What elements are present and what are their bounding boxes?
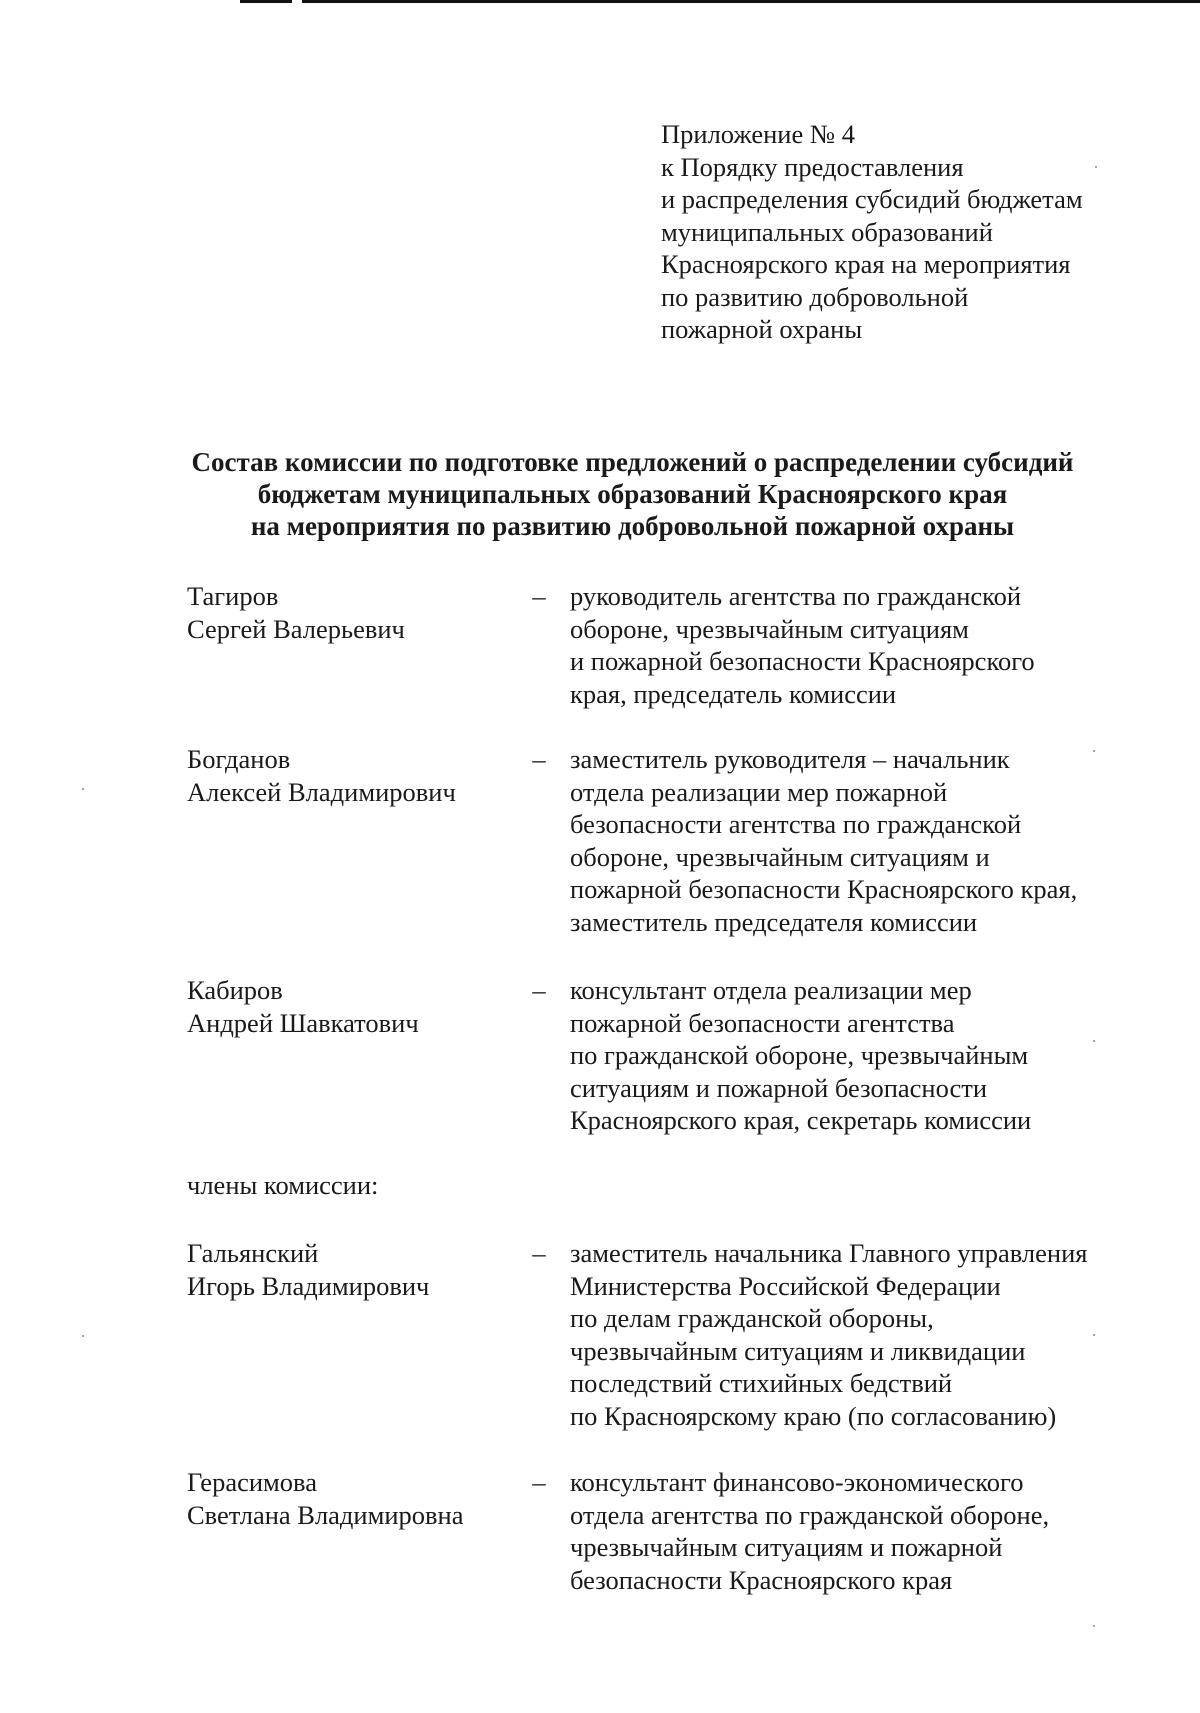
member-given-names: Игорь Владимирович	[187, 1270, 430, 1301]
member-role	[570, 974, 1190, 1137]
member-dash: –	[532, 1238, 546, 1268]
role-line: края, председатель комиссии	[570, 678, 897, 709]
member-surname: Герасимова	[187, 1467, 317, 1497]
appendix-line: к Порядку предоставления	[661, 151, 964, 182]
member-name	[187, 974, 507, 1039]
appendix-line: муниципальных образований	[661, 216, 993, 247]
role-line: Красноярского края, секретарь комиссии	[570, 1105, 1032, 1136]
member-name	[187, 580, 507, 645]
scan-speck	[82, 1335, 84, 1337]
appendix-line: и распределения субсидий бюджетам	[661, 184, 1083, 214]
member-given-names: Алексей Владимирович	[187, 776, 456, 807]
role-line: безопасности агентства по гражданской	[570, 809, 1022, 840]
appendix-line: Красноярского края на мероприятия	[661, 249, 1071, 279]
member-name	[187, 1237, 507, 1302]
role-line: пожарной безопасности Красноярского края,	[570, 874, 1078, 905]
role-line: заместитель председателя комиссии	[570, 906, 978, 937]
role-line: отдела реализации мер пожарной	[570, 776, 948, 807]
member-surname: Гальянский	[187, 1238, 319, 1268]
member-dash: –	[532, 1467, 546, 1497]
member-surname: Богданов	[187, 744, 291, 774]
role-line: по гражданской обороне, чрезвычайным	[570, 1040, 1029, 1071]
role-line: консультант отдела реализации мер	[570, 975, 972, 1005]
role-line: руководитель агентства по гражданской	[570, 581, 1022, 611]
role-line: обороне, чрезвычайным ситуациям	[570, 613, 969, 644]
role-line: отдела агентства по гражданской обороне,	[570, 1499, 1050, 1530]
role-line: заместитель начальника Главного управления	[570, 1238, 1088, 1268]
member-given-names: Андрей Шавкатович	[187, 1007, 419, 1038]
role-line: Министерства Российской Федерации	[570, 1270, 1001, 1301]
title-line: Состав комиссии по подготовке предложений о распределении субсидий	[191, 447, 1074, 477]
scan-speck	[1095, 166, 1097, 168]
member-surname: Кабиров	[187, 975, 283, 1005]
member-surname: Тагиров	[187, 581, 279, 611]
scan-speck	[1093, 1040, 1095, 1042]
role-line: по делам гражданской обороны,	[570, 1303, 934, 1334]
member-dash: –	[532, 975, 546, 1005]
role-line: обороне, чрезвычайным ситуациям и	[570, 841, 990, 872]
member-role	[570, 1466, 1190, 1596]
role-line: ситуациям и пожарной безопасности	[570, 1072, 988, 1103]
scan-speck	[1093, 750, 1095, 752]
role-line: пожарной безопасности агентства	[570, 1007, 955, 1038]
top-border-line	[240, 0, 1200, 3]
role-line: и пожарной безопасности Красноярского	[570, 646, 1035, 677]
member-name	[187, 1466, 507, 1531]
member-given-names: Светлана Владимировна	[187, 1499, 464, 1530]
appendix-line: по развитию добровольной	[661, 281, 969, 312]
document-title	[0, 446, 1200, 542]
top-border-gap	[292, 0, 302, 3]
role-line: чрезвычайным ситуациям и пожарной	[570, 1532, 1003, 1563]
members-section-label: члены комиссии:	[187, 1170, 379, 1200]
member-given-names: Сергей Валерьевич	[187, 613, 405, 644]
role-line: безопасности Красноярского края	[570, 1564, 953, 1595]
role-line: заместитель руководителя – начальник	[570, 744, 1010, 774]
role-line: последствий стихийных бедствий	[570, 1368, 953, 1399]
appendix-line: пожарной охраны	[661, 314, 863, 344]
appendix-header	[661, 118, 1161, 346]
role-line: чрезвычайным ситуациям и ликвидации	[570, 1335, 1026, 1366]
member-dash: –	[532, 744, 546, 774]
scan-speck	[1093, 1625, 1095, 1627]
member-role	[570, 580, 1190, 710]
member-name	[187, 743, 507, 808]
role-line: по Красноярскому краю (по согласованию)	[570, 1400, 1057, 1431]
title-line: на мероприятия по развитию добровольной пожарной охраны	[250, 511, 1015, 541]
member-dash: –	[532, 581, 546, 611]
member-role	[570, 743, 1190, 939]
appendix-line: Приложение № 4	[661, 119, 856, 149]
title-line: бюджетам муниципальных образований Красноярского края	[257, 479, 1008, 509]
role-line: консультант финансово-экономического	[570, 1467, 1024, 1497]
member-role	[570, 1237, 1190, 1433]
scan-speck	[1093, 1334, 1095, 1336]
scan-speck	[82, 788, 84, 790]
